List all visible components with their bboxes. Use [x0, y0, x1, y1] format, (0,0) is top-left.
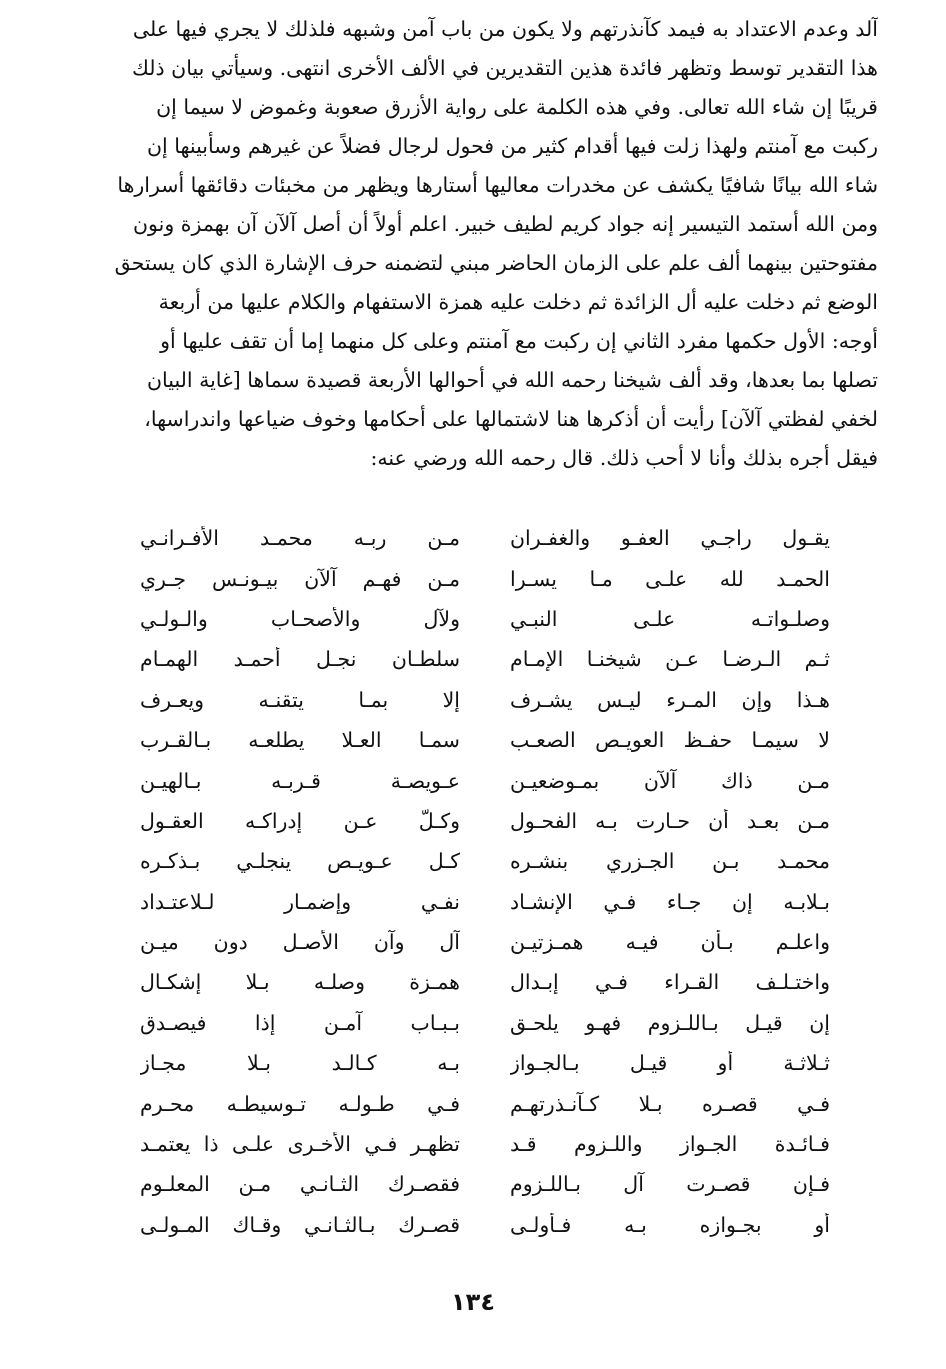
verse-first-hemistich: يقـول راجـي العفـو والغفـران [510, 526, 830, 551]
poem-verse [140, 639, 830, 679]
prose-line: مفتوحتين بينهما ألف علم على الزمان الحاضر مبني لتضمنه حرف الإشارة الذي كان يستحق [114, 251, 878, 275]
verse-first-hemistich: ثـلاثـة أو قيـل بـالجـواز [510, 1051, 830, 1076]
poem-verse [140, 720, 830, 760]
verse-first-hemistich: فـائـدة الجـواز واللـزوم قـد [510, 1132, 830, 1157]
verse-first-hemistich: واختـلـف القـراء فـي إبـدال [510, 970, 830, 995]
prose-line: أوجه: الأول حكمها مفرد الثاني إن ركبت مع آمنتم وعلى كل منهما إما أن تقف عليها أو [160, 329, 878, 353]
verse-second-hemistich: إلا بمـا يتقنـه ويعـرف [140, 687, 460, 712]
verse-first-hemistich: بـلابـه إن جـاء فـي الإنشـاد [510, 889, 830, 914]
verse-second-hemistich: قصـرك بـالثـانـي وقـاك المـولـى [140, 1212, 460, 1237]
poem-verse [140, 841, 830, 881]
verse-second-hemistich: مـن فهـم آلآن بيـونـس جـري [140, 566, 460, 591]
verse-first-hemistich: الحمـد لله علـى مـا يسـرا [510, 566, 830, 591]
verse-second-hemistich: همـزة وصلـه بـلا إشكـال [140, 970, 460, 995]
verse-second-hemistich: فـي طـولـه تـوسيطـه محـرم [140, 1091, 460, 1116]
verse-first-hemistich: مـن ذاك آلآن بمـوضعيـن [510, 768, 830, 793]
verse-second-hemistich: تظهـر فـي الأخـرى علـى ذا يعتمـد [140, 1132, 460, 1157]
poem-verse [140, 1043, 830, 1083]
prose-line: لخفي لفظتي آلآن] رأيت أن أذكرها هنا لاشتمالها على أحكامها وخوف ضياعها واندراسها، [144, 407, 878, 431]
verse-first-hemistich: أو بجـوازه بـه فـأولـى [510, 1212, 830, 1237]
verse-second-hemistich: كـل عـويـص ينجلـي بـذكـره [140, 849, 460, 874]
verse-second-hemistich: بـه كـالـد بـلا مجـاز [140, 1051, 460, 1076]
verse-first-hemistich: واعلـم بـأن فيـه همـزتيـن [510, 930, 830, 955]
poem [140, 518, 830, 1245]
poem-verse [140, 1124, 830, 1164]
poem-verse [140, 801, 830, 841]
verse-second-hemistich: عـويصـة قـربـه بـالهيـن [140, 768, 460, 793]
verse-first-hemistich: إن قيـل بـاللـزوم فهـو يلحـق [510, 1010, 830, 1035]
prose-line: ومن الله أستمد التيسير إنه جواد كريم لطيف خبير. اعلم أولاً أن أصل آلآن آن بهمزة ونون [133, 212, 878, 236]
poem-verse [140, 680, 830, 720]
verse-second-hemistich: مـن ربـه محمـد الأفـرانـي [140, 526, 460, 551]
verse-first-hemistich: لا سيمـا حفـظ العويـص الصعـب [510, 728, 830, 753]
verse-first-hemistich: وصلـواتـه علـى النبـي [510, 606, 830, 631]
prose-block [88, 10, 878, 478]
poem-verse [140, 760, 830, 800]
verse-second-hemistich: نفـي وإضمـار لـلاعتـداد [140, 889, 460, 914]
prose-line: تصلها بما بعدها، وقد ألف شيخنا رحمه الله في أحوالها الأربعة قصيدة سماها [غاية البيان [146, 368, 878, 392]
verse-first-hemistich: فـإن قصـرت آل بـاللـزوم [510, 1172, 830, 1197]
poem-verse [140, 882, 830, 922]
prose-line: قريبًا إن شاء الله تعالى. وفي هذه الكلمة على رواية الأزرق صعوبة وغموض لا سيما إن [156, 95, 878, 119]
verse-second-hemistich: ولآل والأصحـاب والـولـي [140, 606, 460, 631]
prose-line: فيقل أجره بذلك وأنا لا أحب ذلك. قال رحمه الله ورضي عنه: [370, 446, 878, 470]
prose-line: الوضع ثم دخلت عليه أل الزائدة ثم دخلت عليه همزة الاستفهام والكلام عليها من أربعة [158, 290, 878, 314]
poem-verse [140, 1003, 830, 1043]
verse-second-hemistich: بـبـاب آمـن إذا فيصـدق [140, 1010, 460, 1035]
verse-first-hemistich: مـن بعـد أن حـارت بـه الفحـول [510, 808, 830, 833]
poem-verse [140, 558, 830, 598]
poem-verse [140, 1083, 830, 1123]
prose-line: ركبت مع آمنتم ولهذا زلت فيها أقدام كثير من فحول لرجال فضلاً عن غيرهم وسأبينها إن [146, 134, 878, 158]
poem-verse [140, 518, 830, 558]
verse-first-hemistich: ثـم الـرضـا عـن شيخنـا الإمـام [510, 647, 830, 672]
prose-line: شاء الله بيانًا شافيًا يكشف عن مخدرات معاليها أستارها ويظهر من مخبئات دقائقها أسرارها [117, 173, 878, 197]
poem-verse [140, 962, 830, 1002]
verse-first-hemistich: فـي قصـره بـلا كـآنـذرتهـم [510, 1091, 830, 1116]
prose-line: آلد وعدم الاعتداد به فيمد كآنذرتهم ولا يكون من باب آمن وشبهه فلذلك لا يجري فيها على [132, 17, 878, 41]
poem-verse [140, 922, 830, 962]
verse-second-hemistich: سمـا العـلا يطلعـه بـالقـرب [140, 728, 460, 753]
poem-verse [140, 599, 830, 639]
page-number: ١٣٤ [451, 1288, 495, 1316]
verse-second-hemistich: آل وآن الأصـل دون ميـن [140, 930, 460, 955]
poem-verse [140, 1205, 830, 1245]
poem-verse [140, 1164, 830, 1204]
verse-second-hemistich: وكـلّ عـن إدراكـه العقـول [140, 808, 460, 833]
verse-first-hemistich: محمـد بـن الجـزري بنشـره [510, 849, 830, 874]
verse-second-hemistich: فقصـرك الثـانـي مـن المعلـوم [140, 1172, 460, 1197]
prose-line: هذا التقدير توسط وتظهر فائدة هذين التقديرين في الألف الأخرى انتهى. وسيأتي بيان ذلك [131, 56, 878, 80]
verse-second-hemistich: سلطـان نجـل أحمـد الهمـام [140, 647, 460, 672]
verse-first-hemistich: هـذا وإن المـرء ليـس يشـرف [510, 687, 830, 712]
